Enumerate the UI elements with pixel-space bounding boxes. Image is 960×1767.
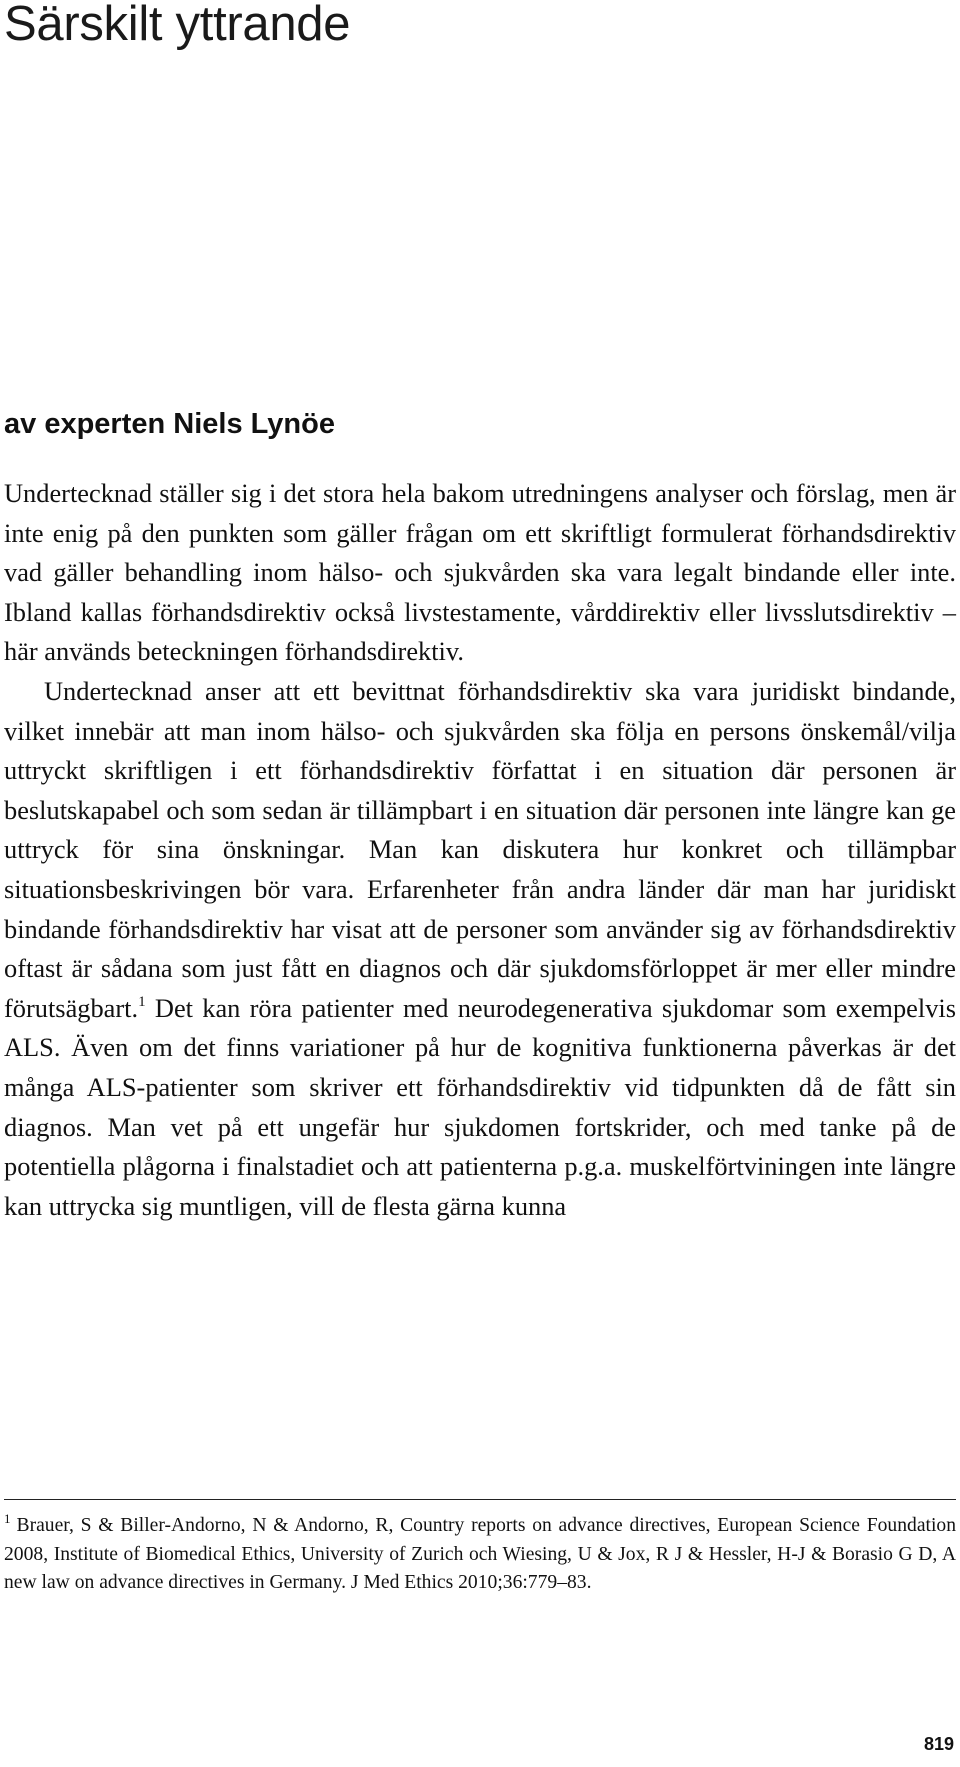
page-title: Särskilt yttrande	[4, 0, 351, 51]
footnote-text: Brauer, S & Biller-Andorno, N & Andorno, R, Country reports on advance directives, European Science Foundation 2008, Institute of Biomedical Ethics, University of Zurich och Wiesing, U & Jox, R J & Hessler, H-J & Borasio G D, A new law on advance directives in Germany. J Med Ethics 2010;36:779–83.	[4, 1515, 956, 1593]
footnote	[4, 1512, 956, 1598]
body-text	[4, 474, 956, 1226]
footnote-divider	[4, 1499, 956, 1500]
footnote-reference[interactable]: 1	[138, 993, 146, 1010]
paragraph-2-part-1: Undertecknad anser att ett bevittnat förhandsdirektiv ska vara juridiskt bindande, vilket innebär att man inom hälso- och sjukvården ska följa en persons önskemål/vilja uttryckt skriftligen i ett förhandsdirektiv författat i en situation där personen är beslutskapabel och som sedan är tillämpbart i en situation där personen inte längre kan ge uttryck för sina önskningar. Man kan diskutera hur konkret och tillämpbar situationsbeskrivingen bör vara. Erfarenheter från andra länder där man har juridiskt bindande förhandsdirektiv har visat att de personer som använder sig av förhandsdirektiv oftast är sådana som just fått en diagnos och där sjukdomsförloppet är mer eller mindre förutsägbart.	[4, 675, 956, 1023]
paragraph-2	[4, 672, 956, 1226]
footnote-number: 1	[4, 1511, 11, 1527]
paragraph-2-part-2: Det kan röra patienter med neurodegenerativa sjukdomar som exempelvis ALS. Även om det finns variationer på hur de kognitiva funktionerna påverkas är det många ALS-patienter som skriver ett förhandsdirektiv vid tidpunkten då de fått sin diagnos. Man vet på ett ungefär hur sjukdomen fortskrider, och med tanke på de potentiella plågorna i finalstadiet och att patienterna p.g.a. muskelförtviningen inte längre kan uttrycka sig muntligen, vill de flesta gärna kunna	[4, 992, 956, 1221]
author-subtitle: av experten Niels Lynöe	[4, 408, 335, 440]
paragraph-1: Undertecknad ställer sig i det stora hela bakom utredningens analyser och förslag, men är inte enig på den punkten som gäller frågan om ett skriftligt formulerat förhandsdirektiv vad gäller behandling inom hälso- och sjukvården ska vara legalt bindande eller inte. Ibland kallas förhandsdirektiv också livstestamente, vårddirektiv eller livsslutsdirektiv – här används beteckningen förhandsdirektiv.	[4, 478, 956, 667]
page-number: 819	[923, 1734, 954, 1754]
